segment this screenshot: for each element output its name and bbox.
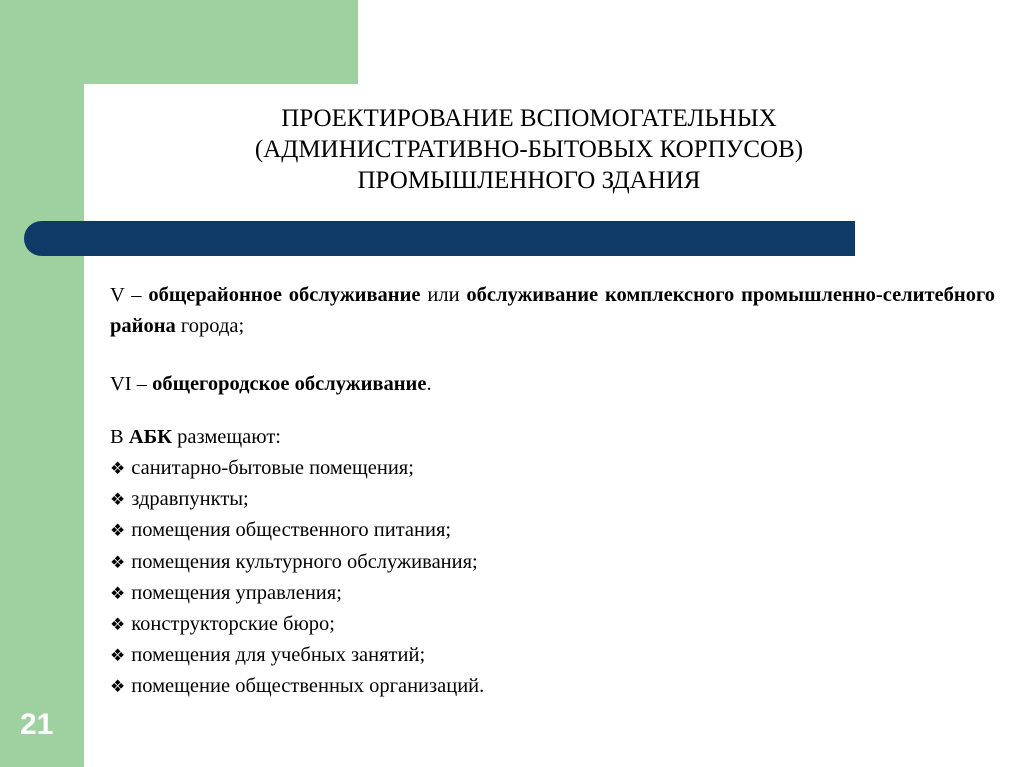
para-v-suffix: города; [175, 315, 245, 337]
para-v-prefix: V – [110, 284, 149, 306]
list-item [110, 453, 995, 484]
diamond-bullet-icon: ❖ [110, 646, 126, 666]
para-vi-suffix: . [426, 373, 432, 395]
green-side-panel [0, 0, 84, 767]
green-top-panel [84, 0, 358, 84]
title-line: ПРОЕКТИРОВАНИЕ ВСПОМОГАТЕЛЬНЫХ [281, 105, 777, 132]
slide-content [110, 280, 995, 703]
list-item-text: помещения общественного питания; [131, 519, 452, 542]
list-item [110, 578, 995, 609]
list-item-text: здравпункты; [131, 488, 249, 511]
diamond-bullet-icon: ❖ [110, 677, 126, 697]
list-item-text: помещения культурного обслуживания; [131, 550, 478, 573]
list-item-text: помещения управления; [131, 581, 342, 604]
list-item [110, 609, 995, 640]
abk-suffix: размещают: [172, 426, 281, 448]
list-item-text: конструкторские бюро; [131, 613, 335, 636]
title-divider-bar [24, 221, 855, 256]
title-line: ПРОМЫШЛЕННОГО ЗДАНИЯ [357, 167, 701, 194]
list-item-text: помещения для учебных занятий; [131, 644, 426, 667]
paragraph-vi [110, 369, 995, 400]
abk-list [110, 453, 995, 703]
abk-prefix: В [110, 426, 129, 448]
rounded-corner [84, 84, 144, 144]
list-item-text: помещение общественных организаций. [131, 675, 485, 698]
para-v-mid: или [420, 284, 467, 306]
diamond-bullet-icon: ❖ [110, 583, 126, 603]
slide-title [170, 103, 888, 196]
list-item [110, 515, 995, 546]
para-vi-prefix: VI – [110, 373, 153, 395]
diamond-bullet-icon: ❖ [110, 490, 126, 510]
list-item [110, 484, 995, 515]
list-item [110, 547, 995, 578]
diamond-bullet-icon: ❖ [110, 615, 126, 635]
diamond-bullet-icon: ❖ [110, 552, 126, 572]
para-vi-bold: общегородское обслуживание [152, 373, 427, 395]
diamond-bullet-icon: ❖ [110, 459, 126, 478]
page-number: 21 [20, 708, 54, 741]
para-v-bold2: обслуживание комплексного промышленно-селитебного района [110, 284, 996, 337]
abk-bold: АБК [128, 426, 173, 448]
paragraph-v [110, 280, 995, 342]
list-item [110, 671, 995, 702]
para-v-bold1: общерайонное обслуживание [148, 284, 421, 306]
list-item [110, 640, 995, 671]
title-line: (АДМИНИСТРАТИВНО-БЫТОВЫХ КОРПУСОВ) [254, 136, 804, 163]
list-item-text: санитарно-бытовые помещения; [131, 457, 414, 479]
diamond-bullet-icon: ❖ [110, 521, 126, 541]
abk-intro [110, 422, 995, 453]
